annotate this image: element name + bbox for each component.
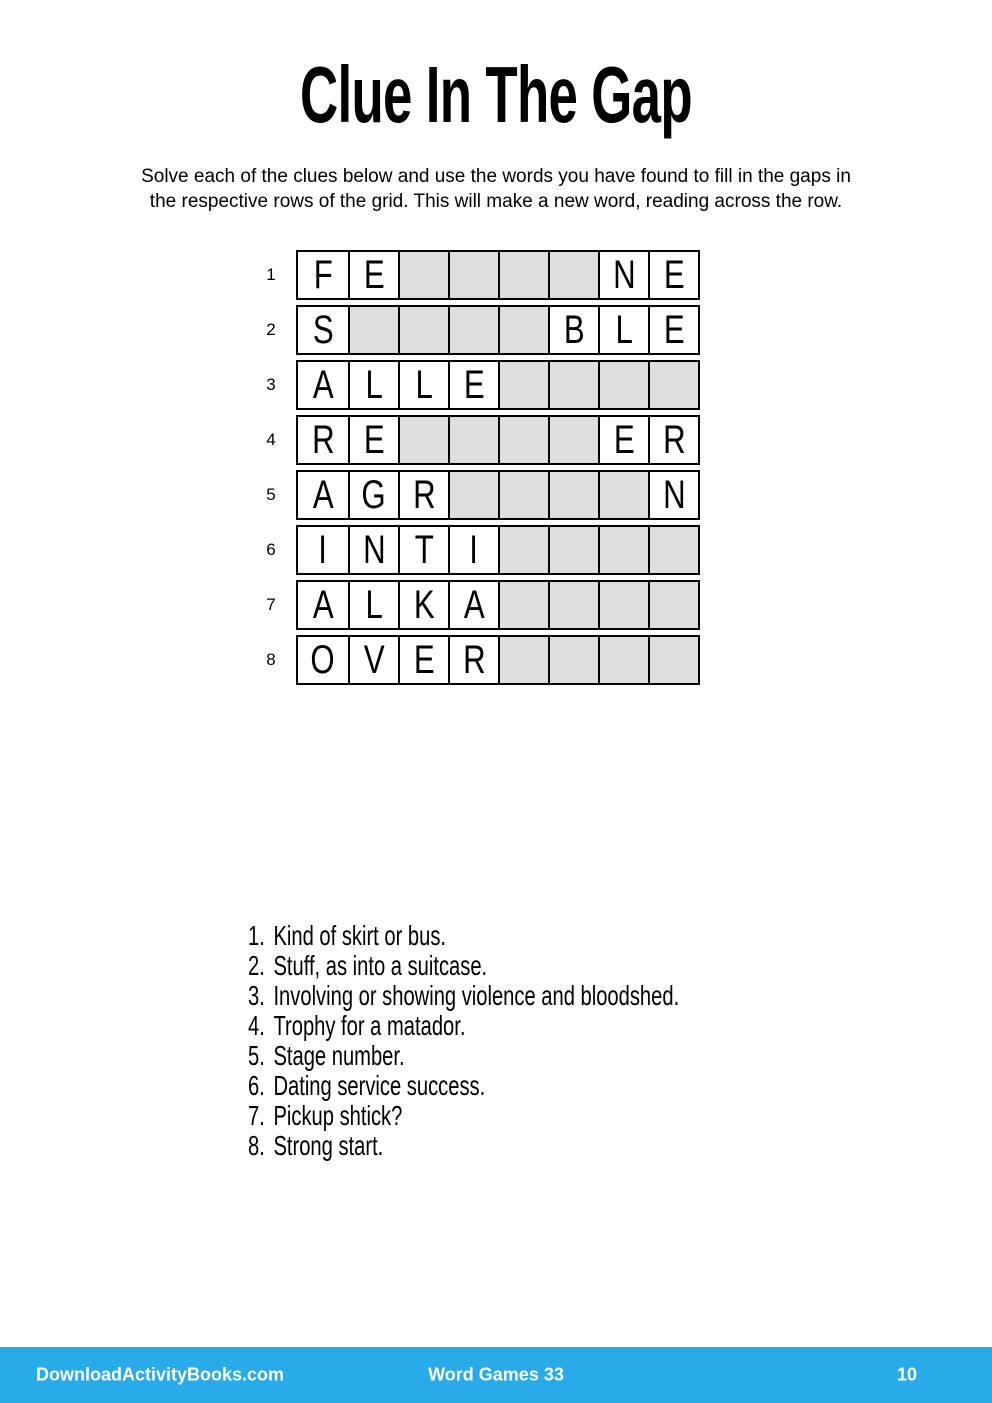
- clue-item: [248, 1041, 679, 1071]
- grid-cell-gap: [498, 637, 548, 683]
- cell-letter-text: E: [413, 637, 435, 682]
- clue-item: [248, 981, 679, 1011]
- cell-letter-text: I: [469, 527, 479, 572]
- clue-text: Trophy for a matador.: [273, 1010, 466, 1041]
- cell-letter-text: N: [612, 252, 636, 297]
- grid-cell-letter: [348, 472, 398, 518]
- grid-row: [246, 250, 700, 300]
- grid-cell-letter: [298, 527, 348, 573]
- clue-number: 5.: [248, 1040, 265, 1071]
- grid-cell-gap: [448, 252, 498, 298]
- clue-number: 1.: [248, 920, 265, 951]
- cell-letter-text: A: [312, 472, 334, 517]
- grid-cell-gap: [548, 417, 598, 463]
- cell-letter-text: F: [313, 252, 333, 297]
- grid-cell-letter: [348, 527, 398, 573]
- grid-cell-letter: [598, 252, 648, 298]
- cell-letter-text: N: [662, 472, 686, 517]
- cell-letter-text: R: [412, 472, 436, 517]
- cell-letter-text: N: [362, 527, 386, 572]
- grid-cell-letter: [648, 472, 698, 518]
- instructions-line-2: the respective rows of the grid. This will make a new word, reading across the row.: [149, 191, 843, 212]
- grid-row: [246, 635, 700, 685]
- clue-number: 7.: [248, 1100, 265, 1131]
- grid-cell-letter: [648, 252, 698, 298]
- clue-number: 2.: [248, 950, 265, 981]
- grid-cell-gap: [498, 362, 548, 408]
- footer-page-number: 10: [896, 1364, 917, 1385]
- grid-cell-gap: [448, 472, 498, 518]
- clue-text: Dating service success.: [273, 1070, 486, 1101]
- cell-letter-text: E: [663, 307, 685, 352]
- grid-cell-gap: [648, 637, 698, 683]
- grid-cell-letter: [298, 637, 348, 683]
- grid-cell-letter: [648, 417, 698, 463]
- grid-cell-letter: [398, 582, 448, 628]
- instructions: [0, 164, 992, 214]
- cell-letter-text: R: [662, 417, 686, 462]
- grid-cell-gap: [598, 472, 648, 518]
- grid-cell-gap: [498, 582, 548, 628]
- clue-item: [248, 1131, 679, 1161]
- grid-cell-gap: [548, 362, 598, 408]
- grid-cell-letter: [298, 362, 348, 408]
- grid-cell-gap: [498, 417, 548, 463]
- cell-letter-text: E: [363, 417, 385, 462]
- cell-letter-text: E: [363, 252, 385, 297]
- grid-row-box: [296, 580, 700, 630]
- cell-letter-text: R: [462, 637, 486, 682]
- grid-cell-gap: [348, 307, 398, 353]
- grid-row-box: [296, 415, 700, 465]
- clue-item: [248, 951, 679, 981]
- grid-cell-letter: [448, 362, 498, 408]
- grid-cell-letter: [348, 362, 398, 408]
- clue-number: 3.: [248, 980, 265, 1011]
- grid-cell-letter: [298, 252, 348, 298]
- cell-letter-text: A: [312, 362, 334, 407]
- grid-row: [246, 580, 700, 630]
- grid-cell-gap: [498, 307, 548, 353]
- grid-row-box: [296, 305, 700, 355]
- grid-cell-gap: [398, 252, 448, 298]
- grid-cell-letter: [348, 637, 398, 683]
- cell-letter-text: A: [312, 582, 334, 627]
- grid-row: [246, 415, 700, 465]
- grid-cell-gap: [598, 637, 648, 683]
- grid-row-box: [296, 635, 700, 685]
- cell-letter-text: O: [310, 637, 336, 682]
- grid-row: [246, 305, 700, 355]
- clue-item: [248, 921, 679, 951]
- grid-cell-letter: [598, 417, 648, 463]
- cell-letter-text: L: [365, 362, 383, 407]
- grid-cell-letter: [348, 252, 398, 298]
- grid-row: [246, 525, 700, 575]
- cell-letter-text: B: [563, 307, 585, 352]
- cell-letter-text: L: [615, 307, 633, 352]
- row-number: 3: [266, 375, 276, 394]
- grid-cell-gap: [398, 417, 448, 463]
- grid-cell-gap: [448, 307, 498, 353]
- clue-number: 8.: [248, 1130, 265, 1161]
- cell-letter-text: E: [613, 417, 635, 462]
- cell-letter-text: V: [363, 637, 385, 682]
- grid-cell-gap: [648, 582, 698, 628]
- clue-text: Kind of skirt or bus.: [273, 920, 447, 951]
- cell-letter-text: R: [311, 417, 335, 462]
- row-number: 5: [266, 485, 276, 504]
- grid-cell-letter: [298, 582, 348, 628]
- grid-cell-letter: [548, 307, 598, 353]
- grid-cell-gap: [598, 527, 648, 573]
- grid-row-box: [296, 360, 700, 410]
- grid-cell-letter: [648, 307, 698, 353]
- cell-letter-text: S: [312, 307, 334, 352]
- grid-cell-gap: [398, 307, 448, 353]
- instructions-line-1: Solve each of the clues below and use the words you have found to fill in the gaps in: [141, 166, 851, 187]
- grid-cell-gap: [498, 472, 548, 518]
- clue-text: Stuff, as into a suitcase.: [273, 950, 488, 981]
- grid-cell-letter: [298, 472, 348, 518]
- row-number: 8: [266, 650, 276, 669]
- grid-cell-gap: [548, 637, 598, 683]
- page-title: [0, 50, 992, 140]
- row-number: 4: [266, 430, 276, 449]
- grid-cell-gap: [648, 362, 698, 408]
- clue-text: Stage number.: [273, 1040, 405, 1071]
- clue-number: 4.: [248, 1010, 265, 1041]
- grid-cell-letter: [348, 582, 398, 628]
- grid-cell-letter: [298, 307, 348, 353]
- page-title-text: Clue In The Gap: [299, 50, 692, 139]
- grid-row-box: [296, 470, 700, 520]
- grid-row: [246, 470, 700, 520]
- cell-letter-text: K: [413, 582, 435, 627]
- cell-letter-text: E: [463, 362, 485, 407]
- grid-cell-letter: [448, 527, 498, 573]
- footer-bar: [0, 1347, 992, 1403]
- cell-letter-text: A: [463, 582, 485, 627]
- grid-cell-gap: [498, 527, 548, 573]
- grid-cell-letter: [348, 417, 398, 463]
- cell-letter-text: E: [663, 252, 685, 297]
- grid-cell-letter: [298, 417, 348, 463]
- clue-text: Involving or showing violence and bloodshed.: [273, 980, 680, 1011]
- clue-text: Strong start.: [273, 1130, 384, 1161]
- row-number: 7: [266, 595, 276, 614]
- grid-cell-letter: [398, 362, 448, 408]
- grid-cell-letter: [398, 637, 448, 683]
- footer-book-title: Word Games 33: [428, 1364, 564, 1385]
- grid-cell-letter: [448, 582, 498, 628]
- grid-cell-letter: [598, 307, 648, 353]
- grid-cell-gap: [648, 527, 698, 573]
- cell-letter-text: I: [318, 527, 328, 572]
- clue-text: Pickup shtick?: [273, 1100, 403, 1131]
- footer-website: DownloadActivityBooks.com: [36, 1364, 285, 1385]
- row-number: 2: [266, 320, 276, 339]
- row-number: 1: [266, 265, 276, 284]
- cell-letter-text: L: [365, 582, 383, 627]
- grid-row-box: [296, 525, 700, 575]
- clue-number: 6.: [248, 1070, 265, 1101]
- grid-cell-gap: [598, 582, 648, 628]
- grid-cell-gap: [598, 362, 648, 408]
- grid-cell-letter: [398, 527, 448, 573]
- clue-item: [248, 1011, 679, 1041]
- grid-row: [246, 360, 700, 410]
- grid-cell-gap: [548, 527, 598, 573]
- cell-letter-text: T: [414, 527, 434, 572]
- cell-letter-text: L: [415, 362, 433, 407]
- grid-cell-gap: [548, 582, 598, 628]
- grid-cell-letter: [448, 637, 498, 683]
- grid-row-box: [296, 250, 700, 300]
- puzzle-grid: [246, 250, 700, 690]
- grid-cell-gap: [498, 252, 548, 298]
- cell-letter-text: G: [361, 472, 387, 517]
- clue-item: [248, 1101, 679, 1131]
- row-number: 6: [266, 540, 276, 559]
- clue-item: [248, 1071, 679, 1101]
- grid-cell-letter: [398, 472, 448, 518]
- clue-list: [248, 921, 679, 1161]
- grid-cell-gap: [548, 472, 598, 518]
- grid-cell-gap: [448, 417, 498, 463]
- grid-cell-gap: [548, 252, 598, 298]
